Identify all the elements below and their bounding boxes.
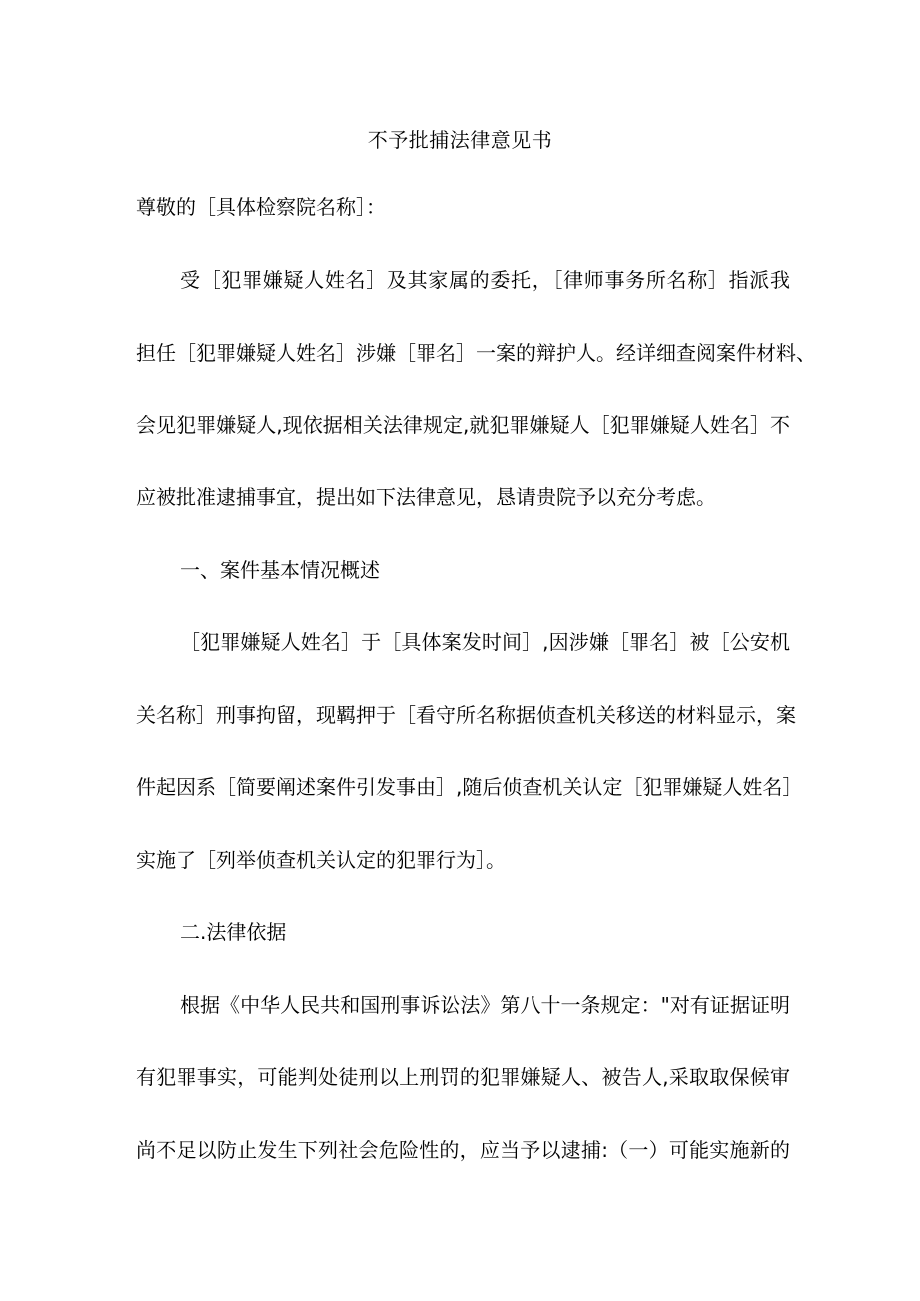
paragraph-line: 应被批准逮捕事宜，提出如下法律意见，恳请贵院予以充分考虑。 (136, 485, 716, 509)
paragraph-line: 受［犯罪嫌疑人姓名］及其家属的委托，［律师事务所名称］指派我 (180, 268, 790, 292)
section-heading: 二.法律依据 (180, 920, 287, 944)
document-title: 不予批捕法律意见书 (367, 128, 553, 152)
paragraph-line: 担任［犯罪嫌疑人姓名］涉嫌［罪名］一案的辩护人。经详细查阅案件材料、 (136, 341, 816, 365)
paragraph-line: 会见犯罪嫌疑人,现依据相关法律规定,就犯罪嫌疑人［犯罪嫌疑人姓名］不 (136, 413, 790, 437)
paragraph-line: 实施了［列举侦查机关认定的犯罪行为］。 (136, 848, 506, 872)
paragraph-line: 件起因系［简要阐述案件引发事由］,随后侦查机关认定［犯罪嫌疑人姓名］ (136, 775, 803, 799)
paragraph-line: 有犯罪事实，可能判处徒刑以上刑罚的犯罪嫌疑人、被告人,采取取保候审 (136, 1065, 790, 1089)
paragraph-line: 关名称］刑事拘留，现羁押于［看守所名称据侦查机关移送的材料显示，案 (136, 703, 796, 727)
section-heading: 一、案件基本情况概述 (180, 558, 380, 582)
paragraph-line: 尚不足以防止发生下列社会危险性的，应当予以逮捕:（一）可能实施新的 (136, 1138, 790, 1162)
salutation: 尊敬的［具体检察院名称］： (136, 195, 386, 219)
paragraph-line: 根据《中华人民共和国刑事诉讼法》第八十一条规定："对有证据证明 (180, 993, 790, 1017)
paragraph-line: ［犯罪嫌疑人姓名］于［具体案发时间］,因涉嫌［罪名］被［公安机 (180, 630, 790, 654)
